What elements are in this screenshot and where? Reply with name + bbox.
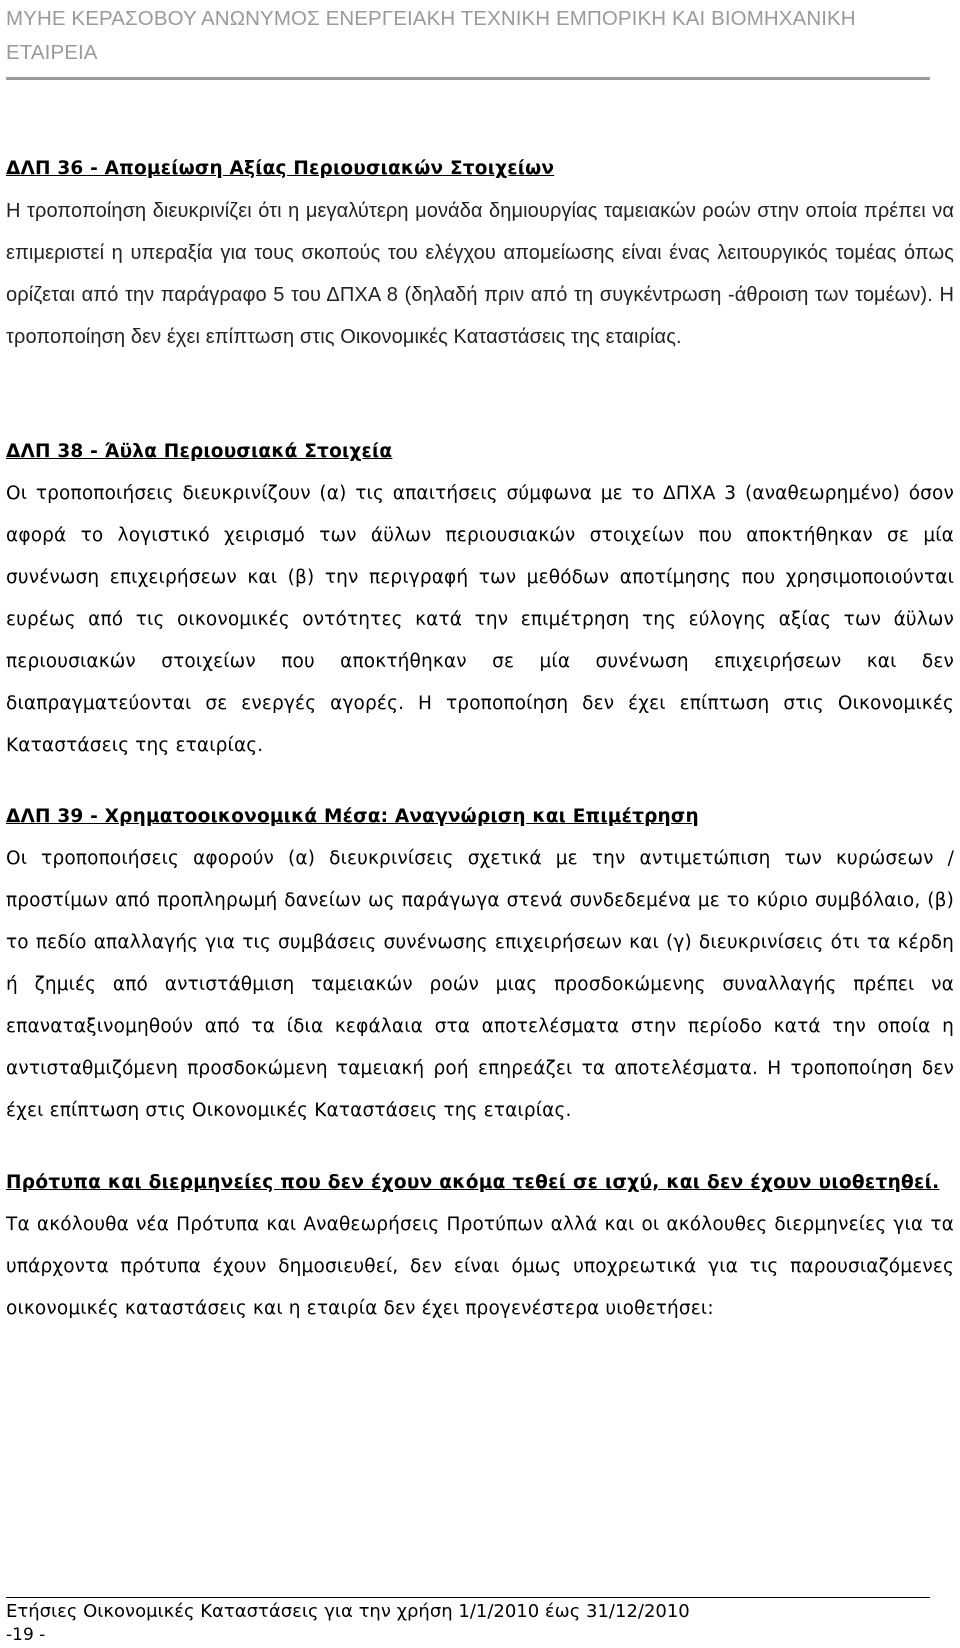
company-name: ΜΥΗΕ ΚΕΡΑΣΟΒΟΥ ΑΝΩΝΥΜΟΣ ΕΝΕΡΓΕΙΑΚΗ ΤΕΧΝΙΚΗ ΕΜΠΟΡΙΚΗ ΚΑΙ ΒΙΟΜΗΧΑΝΙΚΗ ΕΤΑΙΡΕΙΑ [6, 7, 856, 64]
section-paragraph: Οι τροποποιήσεις διευκρινίζουν (α) τις απαιτήσεις σύμφωνα με το ΔΠΧΑ 3 (αναθεωρημένο) όσον αφορά το λογιστικό χειρισμό των άϋλων περιουσιακών στοιχείων που αποκτήθηκαν σε μία συνένωση επιχειρήσεων και (β) την περιγραφή των μεθόδων αποτίμησης που χρησιμοποιούνται ευρέως από τις οικονομικές οντότητες κατά την επιμέτρηση της εύλογης αξίας των άϋλων περιουσιακών στοιχείων που αποκτήθηκαν σε μία συνένωση επιχειρήσεων και δεν διαπραγματεύονται σε ενεργές αγορές. Η τροποποίηση δεν έχει επίπτωση στις Οικονομικές Καταστάσεις της εταιρίας. [6, 483, 954, 756]
section-paragraph: Τα ακόλουθα νέα Πρότυπα και Αναθεωρήσεις Προτύπων αλλά και οι ακόλουθες διερμηνείες για τα υπάρχοντα πρότυπα έχουν δημοσιευθεί, δεν είναι όμως υποχρεωτικά για τις παρουσιαζόμενες οικονομικές καταστάσεις και η εταιρία δεν έχει προγενέστερα υιοθετήσει: [6, 1214, 954, 1319]
section-new-standards [6, 1162, 954, 1330]
document-header [6, 2, 926, 70]
page-number: -19 - [6, 1625, 46, 1645]
section-heading: ΔΛΠ 36 - Απομείωση Αξίας Περιουσιακών Στοιχείων [6, 158, 555, 179]
footer-text: Ετήσιες Οικονομικές Καταστάσεις για την χρήση 1/1/2010 έως 31/12/2010 [6, 1601, 690, 1622]
section-dlp38 [6, 431, 954, 767]
section-paragraph: Οι τροποποιήσεις αφορούν (α) διευκρινίσεις σχετικά με την αντιμετώπιση των κυρώσεων /προστίμων από προπληρωμή δανείων ως παράγωγα στενά συνδεδεμένα με το κύριο συμβόλαιο, (β) το πεδίο απαλλαγής για τις συμβάσεις συνένωσης επιχειρήσεων και (γ) διευκρινίσεις ότι τα κέρδη ή ζημιές από αντιστάθμιση ταμειακών ροών μιας προσδοκώμενης συναλλαγής πρέπει να επαναταξινομηθούν από τα ίδια κεφάλαια στα αποτελέσματα στην περίοδο κατά την οποία η αντισταθμιζόμενη προσδοκώμενη ταμειακή ροή επηρεάζει τα αποτελέσματα. Η τροποποίηση δεν έχει επίπτωση στις Οικονομικές Καταστάσεις της εταιρίας. [6, 848, 954, 1121]
section-dlp36 [6, 148, 954, 358]
section-dlp39 [6, 796, 954, 1132]
header-divider [6, 77, 930, 80]
section-heading: ΔΛΠ 39 - Χρηματοοικονομικά Μέσα: Αναγνώριση και Επιμέτρηση [6, 806, 699, 827]
section-heading: Πρότυπα και διερμηνείες που δεν έχουν ακόμα τεθεί σε ισχύ, και δεν έχουν υιοθετηθεί. [6, 1172, 940, 1193]
section-paragraph: Η τροποποίηση διευκρινίζει ότι η μεγαλύτερη μονάδα δημιουργίας ταμειακών ροών στην οποία πρέπει να επιμεριστεί η υπεραξία για τους σκοπούς του ελέγχου απομείωσης είναι ένας λειτουργικός τομέας όπως ορίζεται από την παράγραφο 5 του ΔΠΧΑ 8 (δηλαδή πριν από τη συγκέντρωση -άθροιση των τομέων). Η τροποποίηση δεν έχει επίπτωση στις Οικονομικές Καταστάσεις της εταιρίας. [6, 200, 954, 348]
section-heading: ΔΛΠ 38 - Άϋλα Περιουσιακά Στοιχεία [6, 441, 393, 462]
footer-divider [6, 1597, 930, 1598]
